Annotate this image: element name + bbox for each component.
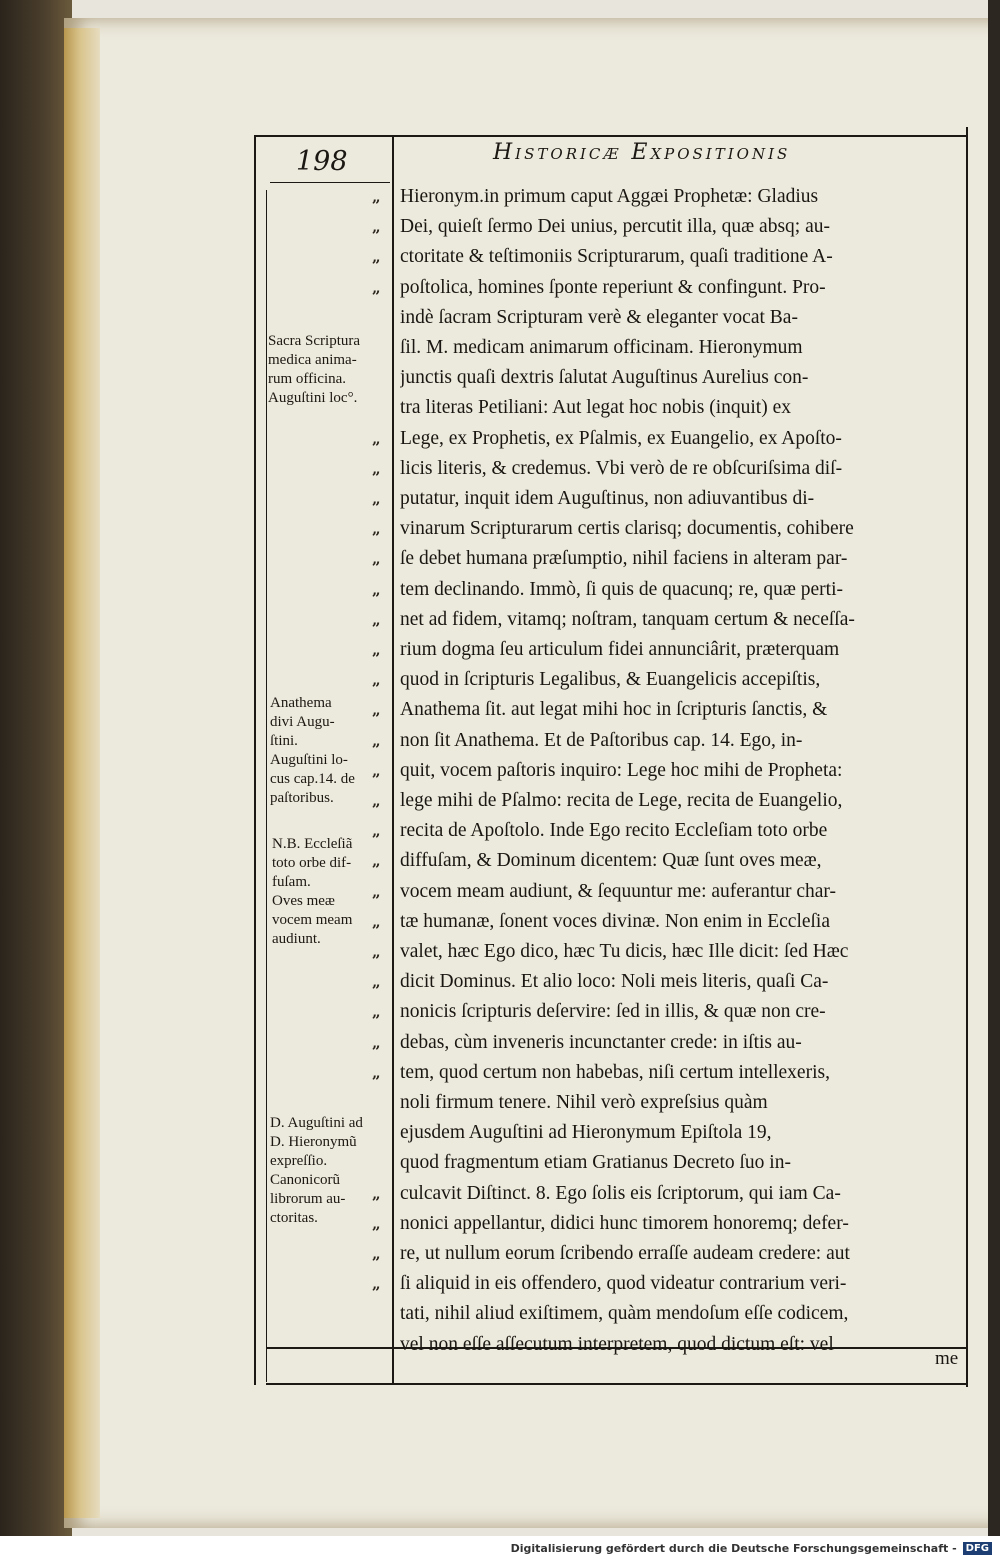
page-gutter-shadow <box>64 28 100 1518</box>
quote-mark: „ <box>372 822 380 841</box>
text-line: vocem meam audiunt, & ſequuntur me: auferantur char- <box>400 880 837 902</box>
quote-mark: „ <box>372 520 380 539</box>
text-line: non ſit Anathema. Et de Paſtoribus cap. 14. Ego, in- <box>400 729 803 751</box>
quote-mark: „ <box>372 641 380 659</box>
text-line: ſe debet humana præſumptio, nihil faciens in alteram par- <box>400 548 848 570</box>
quote-mark: „ <box>372 429 380 448</box>
text-line: licis literis, & credemus. Vbi verò de re obſcuriſsima diſ- <box>400 457 843 479</box>
text-line: vel non eſſe aſſecutum interpretem, quod dictum eſt: vel <box>400 1333 834 1355</box>
text-line: tem, quod certum non habebas, niſi certum intellexeris, <box>400 1061 830 1083</box>
quote-mark: „ <box>372 852 380 871</box>
notes-left-rule <box>266 190 267 1382</box>
quote-mark: „ <box>372 761 380 780</box>
text-line: vinarum Scripturarum certis clarisq; documentis, cohibere <box>400 518 854 540</box>
text-line: Anathema ſit. aut legat mihi hoc in ſcripturis ſanctis, & <box>400 699 828 721</box>
text-line: putatur, inquit idem Auguſtinus, non adiuvantibus di- <box>400 488 815 509</box>
text-line: recita de Apoſtolo. Inde Ego recito Eccleſiam toto orbe <box>400 820 828 842</box>
text-line: ſil. M. medicam animarum officinam. Hieronymum <box>400 337 803 358</box>
quote-mark: „ <box>372 671 380 690</box>
quote-mark: „ <box>372 1184 380 1203</box>
text-line: valet, hæc Ego dico, hæc Tu dicis, hæc Ille dicit: ſed Hæc <box>400 941 849 962</box>
text-line: diffuſam, & Dominum dicentem: Quæ ſunt oves meæ, <box>400 850 822 872</box>
header-rule <box>254 135 968 137</box>
marginal-note-anathema: Anathema divi Augu- ſtini. Auguſtini lo- cus cap.14. de paſtoribus. <box>270 695 355 806</box>
scan-right-edge <box>988 0 1000 1536</box>
text-line: Hieronym.in primum caput Aggæi Prophetæ: Gladius <box>400 186 819 207</box>
text-line: re, ut nullum eorum ſcribendo erraſſe audeam credere: aut <box>400 1243 850 1264</box>
running-head: Historicæ Expositionis <box>493 140 791 165</box>
text-line: noli firmum tenere. Nihil verò expreſsius quàm <box>400 1092 768 1113</box>
quote-mark: „ <box>372 278 380 297</box>
marginal-note-ecclesia: N.B. Eccleſiã toto orbe dif- fuſam. Oves meæ vocem meam audiunt. <box>272 836 353 947</box>
quote-mark: „ <box>372 1003 380 1022</box>
quote-mark: „ <box>372 701 380 720</box>
text-line: quod in ſcripturis Legalibus, & Euangelicis accepiſtis, <box>400 669 821 691</box>
text-line: nonicis ſcripturis deſervire: ſed in illis, & quæ non cre- <box>400 1001 826 1023</box>
quote-mark: „ <box>372 188 380 206</box>
quote-mark: „ <box>372 610 380 629</box>
quote-mark: „ <box>372 731 380 750</box>
quote-mark: „ <box>372 459 380 478</box>
text-line: culcavit Diſtinct. 8. Ego ſolis eis ſcriptorum, qui iam Ca- <box>400 1182 841 1204</box>
quote-mark: „ <box>372 218 380 237</box>
quote-mark: „ <box>372 1275 380 1294</box>
quote-mark: „ <box>372 1214 380 1233</box>
text-line: rium dogma ſeu articulum fidei annunciârit, præterquam <box>400 639 840 660</box>
quote-mark: „ <box>372 248 380 267</box>
marginal-note-canonicorum: D. Auguſtini ad D. Hieronymũ expreſſio. Canonicorũ librorum au- ctoritas. <box>270 1115 363 1226</box>
quote-mark: „ <box>372 792 380 810</box>
quote-mark: „ <box>372 973 380 992</box>
page-number: 198 <box>296 146 348 177</box>
marginal-note-sacra-scriptura: Sacra Scriptura medica anima- rum officina. Auguſtini loc°. <box>268 333 361 406</box>
text-line: Dei, quieſt ſermo Dei unius, percutit illa, quæ absq; au- <box>400 216 830 238</box>
text-line: tem declinando. Immò, ſi quis de quacunq; re, quæ perti- <box>400 578 843 600</box>
bottom-rule-2 <box>266 1383 968 1385</box>
scan-backdrop <box>0 0 72 1561</box>
quote-mark: „ <box>372 1063 380 1082</box>
text-line: net ad fidem, vitamq; noſtram, tanquam certum & neceſſa- <box>400 608 855 630</box>
text-line: tæ humanæ, ſonent voces divinæ. Non enim in Eccleſia <box>400 910 831 932</box>
text-line: nonici appellantur, didici hunc timorem honoremq; defer- <box>400 1212 849 1234</box>
footer-text: Digitalisierung gefördert durch die Deutsche Forschungsgemeinschaft - <box>510 1542 957 1555</box>
quote-mark: „ <box>372 1245 380 1263</box>
quote-mark: „ <box>372 550 380 569</box>
text-line: ſi aliquid in eis offendero, quod videatur contrarium veri- <box>400 1273 847 1295</box>
text-line: quod fragmentum etiam Gratianus Decreto ſuo in- <box>400 1152 791 1174</box>
dfg-logo: DFG <box>963 1542 992 1555</box>
text-line: tati, nihil aliud exiſtimem, quàm mendoſum eſſe codicem, <box>400 1303 849 1325</box>
text-line: quit, vocem paſtoris inquiro: Lege hoc mihi de Propheta: <box>400 759 843 781</box>
quote-mark: „ <box>372 912 380 931</box>
text-line: dicit Dominus. Et alio loco: Noli meis literis, quaſi Ca- <box>400 971 829 993</box>
catchword: me <box>935 1348 959 1369</box>
text-line: ejusdem Auguſtini ad Hieronymum Epiſtola 19, <box>400 1122 772 1144</box>
quote-mark: „ <box>372 1033 380 1052</box>
margin-divider-rule <box>392 135 394 1385</box>
digitization-footer <box>0 1536 1000 1561</box>
text-line: Lege, ex Prophetis, ex Pſalmis, ex Euangelio, ex Apoſto- <box>400 427 842 449</box>
left-frame-rule <box>254 135 256 1385</box>
quote-mark: „ <box>372 943 380 961</box>
quote-mark: „ <box>372 580 380 599</box>
quote-mark: „ <box>372 490 380 508</box>
text-line: debas, cùm inveneris incunctanter crede: in iſtis au- <box>400 1031 802 1053</box>
text-line: lege mihi de Pſalmo: recita de Lege, recita de Euangelio, <box>400 790 843 811</box>
page-number-underline <box>270 182 390 183</box>
text-line: poſtolica, homines ſponte reperiunt & confingunt. Pro- <box>400 276 826 298</box>
text-line: indè ſacram Scripturam verè & eleganter vocat Ba- <box>400 306 798 328</box>
quote-mark: „ <box>372 882 380 901</box>
text-line: ctoritate & teſtimoniis Scripturarum, quaſi traditione A- <box>400 246 833 268</box>
text-line: tra literas Petiliani: Aut legat hoc nobis (inquit) ex <box>400 397 791 419</box>
text-line: junctis quaſi dextris ſalutat Auguſtinus Aurelius con- <box>400 367 809 389</box>
